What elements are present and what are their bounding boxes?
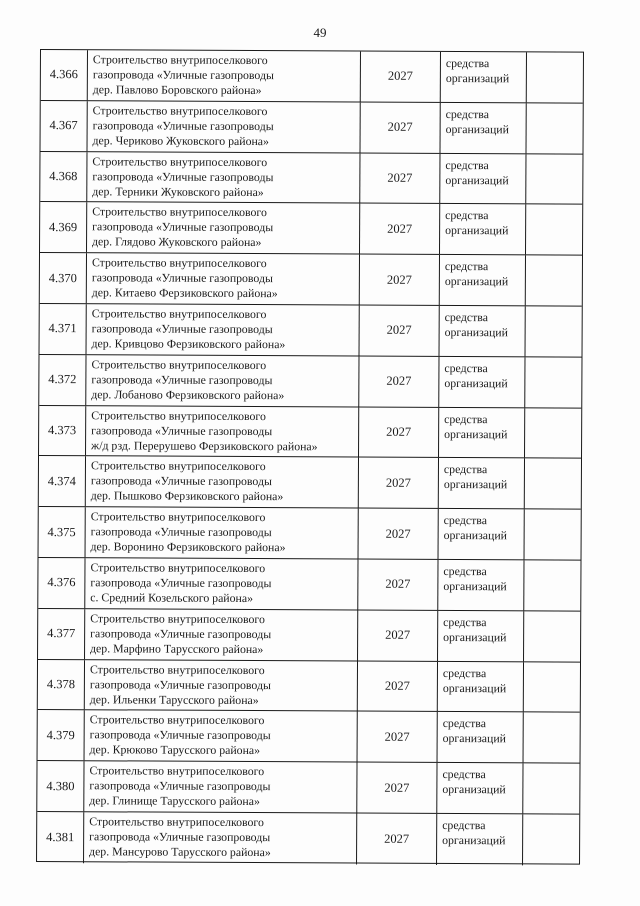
funding-source-line: средства bbox=[444, 309, 488, 325]
project-name-line: Строительство внутрипоселкового bbox=[92, 153, 268, 169]
funding-source bbox=[439, 408, 525, 458]
row-number: 4.380 bbox=[37, 761, 84, 811]
funding-source-line: средства bbox=[444, 360, 488, 375]
project-name-line: дер. Глинище Тарусского района» bbox=[89, 793, 260, 809]
empty-cell bbox=[524, 560, 580, 610]
empty-cell bbox=[524, 611, 580, 661]
project-name-line: дер. Китаево Ферзиковского района» bbox=[91, 285, 278, 301]
table-row bbox=[40, 101, 582, 154]
project-name-line: газопровода «Уличные газопроводы bbox=[89, 676, 271, 692]
table-row bbox=[38, 710, 580, 763]
empty-cell bbox=[525, 408, 581, 458]
project-name-line: газопровода «Уличные газопроводы bbox=[90, 473, 272, 489]
completion-year: 2027 bbox=[358, 661, 438, 711]
funding-source-line: средства bbox=[445, 208, 489, 223]
completion-year: 2027 bbox=[361, 52, 441, 102]
funding-source-line: организаций bbox=[445, 70, 510, 86]
empty-cell bbox=[526, 256, 582, 306]
funding-source bbox=[437, 763, 523, 813]
project-name-line: Строительство внутрипоселкового bbox=[90, 458, 266, 474]
table-row bbox=[40, 152, 582, 205]
project-name-line: ж/д рзд. Перерушево Ферзиковского района» bbox=[91, 437, 318, 453]
funding-source-line: средства bbox=[443, 513, 488, 528]
page-number: 49 bbox=[313, 25, 327, 40]
project-name-line: газопровода «Уличные газопроводы bbox=[91, 321, 273, 337]
funding-source-line: средства bbox=[443, 462, 488, 477]
funding-source-line: организаций bbox=[442, 782, 506, 797]
row-number: 4.369 bbox=[40, 202, 87, 252]
table-row bbox=[38, 558, 580, 611]
funding-source-line: организаций bbox=[443, 629, 507, 645]
project-name-line: Строительство внутрипоселкового bbox=[92, 204, 267, 220]
completion-year: 2027 bbox=[359, 356, 439, 406]
project-name bbox=[86, 507, 359, 558]
funding-source-line: средства bbox=[444, 259, 489, 274]
project-name-line: Строительство внутрипоселкового bbox=[91, 306, 267, 322]
funding-source-line: организаций bbox=[445, 121, 509, 137]
row-number: 4.374 bbox=[39, 456, 86, 506]
row-number: 4.377 bbox=[38, 609, 85, 659]
table-row bbox=[37, 761, 579, 814]
project-name bbox=[86, 406, 359, 457]
project-name bbox=[85, 711, 358, 762]
row-number: 4.381 bbox=[37, 812, 84, 863]
funding-source-line: организаций bbox=[442, 680, 507, 695]
funding-source bbox=[438, 662, 524, 712]
project-name-line: газопровода «Уличные газопроводы bbox=[89, 829, 271, 845]
project-name-line: газопровода «Уличные газопроводы bbox=[89, 778, 271, 794]
project-name-line: дер. Чериково Жуковского района» bbox=[92, 133, 269, 148]
funding-source bbox=[438, 611, 524, 661]
project-name-line: газопровода «Уличные газопроводы bbox=[92, 118, 274, 133]
funding-source bbox=[437, 814, 523, 865]
empty-cell bbox=[524, 662, 580, 712]
funding-source-line: средства bbox=[444, 411, 488, 426]
project-name-line: Строительство внутрипоселкового bbox=[92, 103, 268, 118]
funding-source-line: организаций bbox=[444, 274, 509, 289]
funding-source-line: средства bbox=[442, 716, 487, 731]
completion-year: 2027 bbox=[360, 204, 440, 254]
program-table bbox=[36, 49, 584, 865]
funding-source-line: организаций bbox=[443, 578, 507, 594]
empty-cell bbox=[526, 205, 582, 255]
project-name bbox=[86, 457, 359, 508]
funding-source-line: средства bbox=[445, 157, 489, 172]
funding-source-line: средства bbox=[445, 106, 489, 121]
funding-source bbox=[440, 306, 526, 356]
row-number: 4.370 bbox=[40, 253, 87, 303]
table-row bbox=[39, 456, 581, 509]
funding-source-line: средства bbox=[443, 563, 487, 579]
empty-cell bbox=[527, 52, 583, 102]
row-number: 4.367 bbox=[41, 101, 88, 151]
table-row bbox=[39, 355, 581, 408]
row-number: 4.373 bbox=[39, 406, 86, 456]
empty-cell bbox=[524, 713, 580, 763]
project-name-line: Строительство внутрипоселкового bbox=[89, 661, 265, 677]
funding-source bbox=[438, 712, 524, 762]
table-row bbox=[38, 609, 580, 662]
completion-year: 2027 bbox=[357, 763, 437, 813]
row-number: 4.378 bbox=[38, 660, 85, 710]
empty-cell bbox=[523, 814, 579, 865]
completion-year: 2027 bbox=[360, 153, 440, 203]
funding-source-line: организаций bbox=[444, 375, 508, 391]
table-row bbox=[39, 507, 581, 560]
project-name-line: дер. Крюково Тарусского района» bbox=[89, 742, 261, 758]
funding-source-line: организаций bbox=[443, 528, 508, 543]
project-name-line: газопровода «Уличные газопроводы bbox=[92, 219, 274, 235]
project-name-line: с. Средний Козельского района» bbox=[90, 590, 254, 606]
project-name-line: газопровода «Уличные газопроводы bbox=[91, 422, 273, 438]
funding-source-line: организаций bbox=[444, 324, 508, 340]
project-name-line: газопровода «Уличные газопроводы bbox=[92, 168, 274, 184]
project-name bbox=[85, 558, 358, 609]
project-name-line: дер. Глядово Жуковского района» bbox=[92, 234, 262, 250]
project-name-line: газопровода «Уличные газопроводы bbox=[91, 372, 273, 387]
completion-year: 2027 bbox=[358, 560, 438, 610]
table-row bbox=[40, 202, 582, 255]
funding-source-line: средства bbox=[442, 665, 487, 680]
empty-cell bbox=[526, 306, 582, 356]
project-name-line: газопровода «Уличные газопроводы bbox=[92, 67, 274, 83]
table-row bbox=[41, 50, 583, 103]
project-name-line: Строительство внутрипоселкового bbox=[90, 611, 265, 626]
funding-source bbox=[440, 255, 526, 305]
project-name bbox=[87, 253, 360, 304]
project-name-line: газопровода «Уличные газопроводы bbox=[90, 626, 272, 641]
funding-source bbox=[440, 204, 526, 254]
funding-source bbox=[439, 357, 525, 407]
project-name-line: дер. Павлово Боровского района» bbox=[92, 82, 262, 98]
project-name-line: Строительство внутрипоселкового bbox=[91, 407, 266, 423]
empty-cell bbox=[526, 154, 582, 204]
project-name-line: Строительство внутрипоселкового bbox=[90, 560, 266, 576]
project-name-line: дер. Ильенки Тарусского района» bbox=[89, 691, 259, 707]
project-name-line: Строительство внутрипоселкового bbox=[89, 814, 264, 830]
row-number: 4.366 bbox=[41, 50, 88, 100]
project-name-line: дер. Кривцово Ферзиковского района» bbox=[91, 336, 286, 352]
funding-source bbox=[438, 560, 524, 610]
project-name-line: дер. Марфино Тарусского района» bbox=[90, 641, 264, 656]
completion-year: 2027 bbox=[359, 509, 439, 559]
funding-source bbox=[439, 458, 525, 508]
table-row bbox=[37, 812, 579, 865]
funding-source-line: организаций bbox=[445, 223, 509, 238]
completion-year: 2027 bbox=[360, 306, 440, 356]
project-name bbox=[87, 152, 360, 203]
funding-source-line: организаций bbox=[444, 426, 508, 441]
funding-source bbox=[440, 103, 526, 153]
row-number: 4.376 bbox=[38, 558, 85, 608]
row-number: 4.379 bbox=[38, 710, 85, 760]
empty-cell bbox=[526, 103, 582, 153]
project-name-line: Строительство внутрипоселкового bbox=[92, 52, 268, 68]
project-name bbox=[88, 101, 361, 152]
completion-year: 2027 bbox=[357, 814, 437, 865]
project-name-line: Строительство внутрипоселкового bbox=[89, 712, 265, 728]
funding-source-line: организаций bbox=[445, 172, 509, 187]
project-name-line: газопровода «Уличные газопроводы bbox=[90, 524, 272, 540]
funding-source-line: организаций bbox=[442, 731, 507, 746]
table-row bbox=[40, 253, 582, 306]
completion-year: 2027 bbox=[360, 102, 440, 152]
project-name-line: дер. Пышково Ферзиковского района» bbox=[90, 488, 284, 504]
completion-year: 2027 bbox=[359, 458, 439, 508]
funding-source bbox=[440, 154, 526, 204]
empty-cell bbox=[525, 459, 581, 509]
funding-source-line: средства bbox=[442, 767, 486, 782]
row-number: 4.368 bbox=[40, 152, 87, 202]
project-name-line: дер. Терники Жуковского района» bbox=[92, 183, 264, 199]
completion-year: 2027 bbox=[358, 610, 438, 660]
project-name bbox=[85, 660, 358, 711]
funding-source-line: средства bbox=[442, 817, 486, 833]
funding-source bbox=[439, 509, 525, 559]
row-number: 4.372 bbox=[39, 355, 86, 405]
completion-year: 2027 bbox=[359, 407, 439, 457]
project-name-line: дер. Мансурово Тарусского района» bbox=[89, 844, 271, 860]
project-name bbox=[87, 203, 360, 254]
completion-year: 2027 bbox=[360, 255, 440, 305]
project-name-line: газопровода «Уличные газопроводы bbox=[91, 270, 273, 286]
project-name-line: Строительство внутрипоселкового bbox=[90, 509, 266, 525]
empty-cell bbox=[523, 764, 579, 814]
row-number: 4.371 bbox=[40, 304, 87, 354]
project-name bbox=[87, 304, 360, 355]
funding-source-line: средства bbox=[445, 55, 490, 71]
table-row bbox=[40, 304, 582, 357]
empty-cell bbox=[525, 510, 581, 560]
project-name bbox=[85, 609, 358, 660]
completion-year: 2027 bbox=[358, 712, 438, 762]
table-row bbox=[39, 406, 581, 459]
project-name-line: Строительство внутрипоселкового bbox=[91, 255, 267, 271]
project-name-line: газопровода «Уличные газопроводы bbox=[90, 575, 272, 591]
project-name-line: дер. Лобаново Ферзиковского района» bbox=[91, 387, 285, 402]
project-name bbox=[86, 355, 359, 406]
table-row bbox=[38, 660, 580, 713]
project-name bbox=[84, 761, 357, 812]
funding-source bbox=[441, 52, 527, 102]
funding-source-line: организаций bbox=[443, 477, 508, 492]
project-name bbox=[84, 812, 357, 864]
project-name-line: дер. Воронино Ферзиковского района» bbox=[90, 539, 286, 555]
row-number: 4.375 bbox=[39, 507, 86, 557]
empty-cell bbox=[525, 357, 581, 407]
project-name-line: Строительство внутрипоселкового bbox=[91, 357, 267, 372]
project-name-line: газопровода «Уличные газопроводы bbox=[89, 727, 271, 743]
funding-source-line: организаций bbox=[442, 832, 506, 848]
funding-source-line: средства bbox=[443, 614, 487, 629]
project-name bbox=[88, 50, 361, 101]
project-name-line: Строительство внутрипоселкового bbox=[89, 763, 265, 779]
